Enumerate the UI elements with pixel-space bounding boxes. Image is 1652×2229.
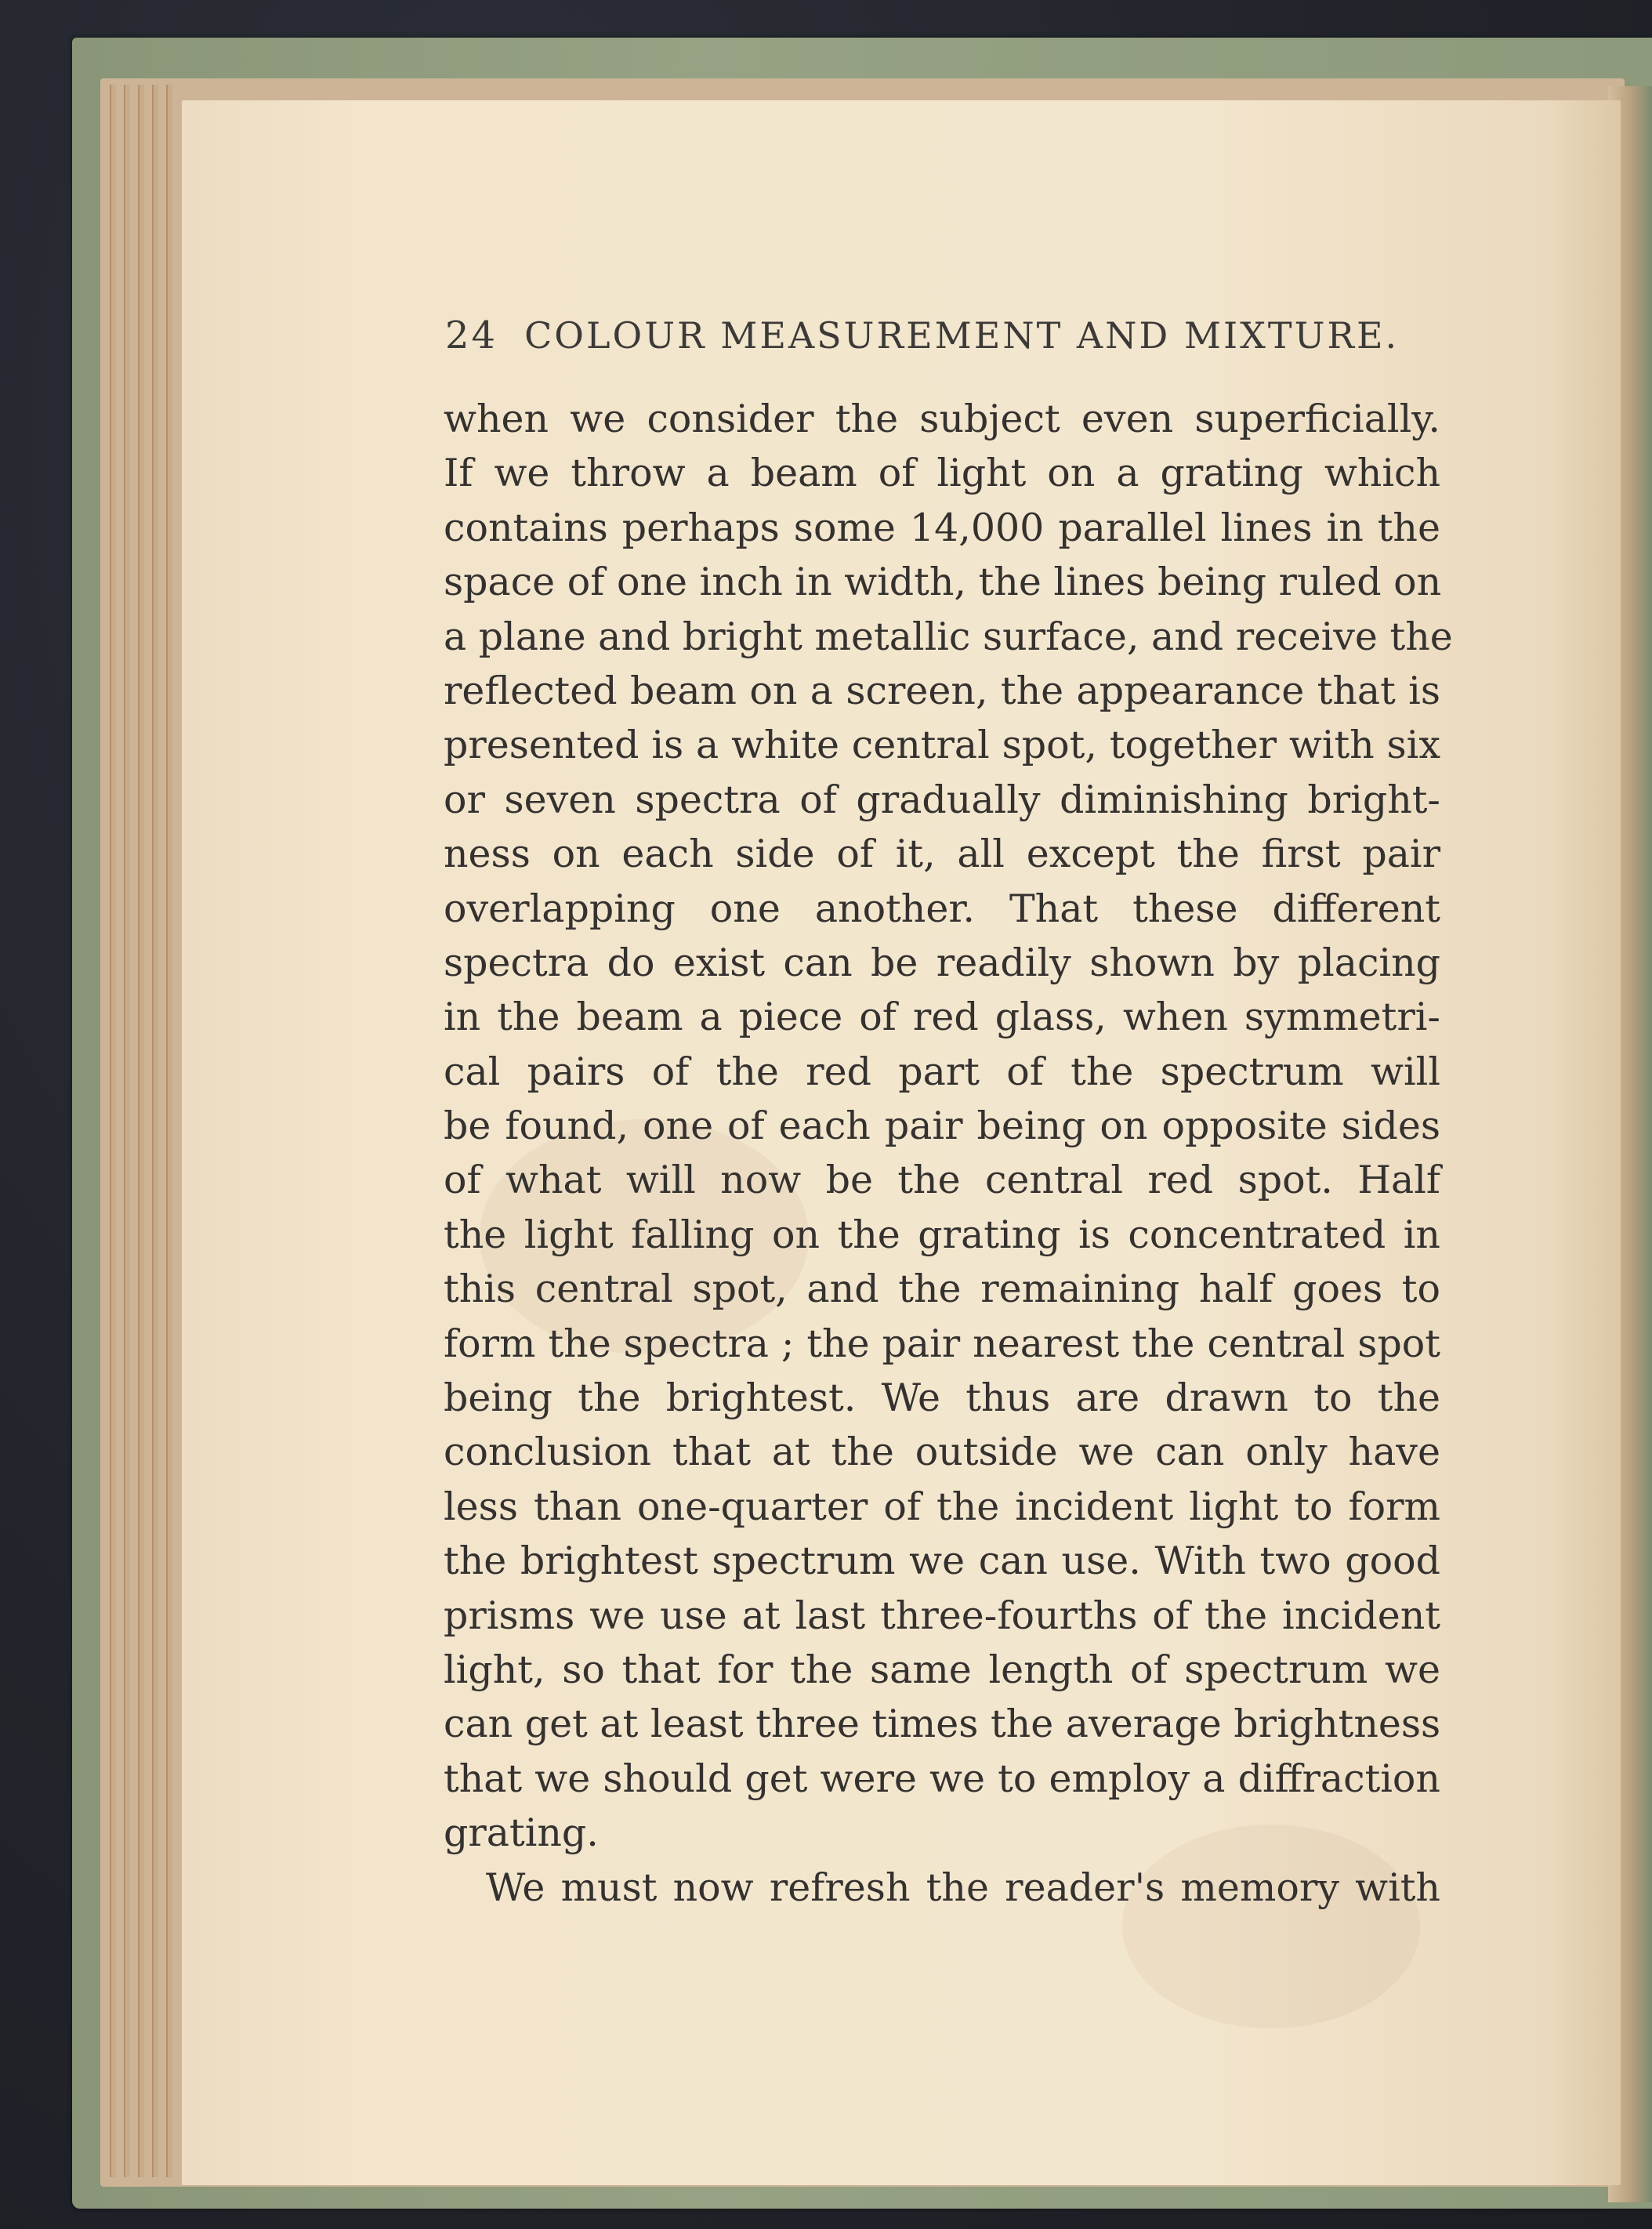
text-line: be found, one of each pair being on opposite sides	[444, 1104, 1440, 1149]
text-line: form the spectra ; the pair nearest the central spot	[444, 1321, 1440, 1366]
text-line: that we should get were we to employ a diffraction	[444, 1756, 1440, 1801]
page-edge	[110, 85, 116, 2177]
text-line: grating.	[444, 1810, 599, 1856]
body-text	[444, 392, 1453, 1915]
text-line: conclusion that at the outside we can only have	[444, 1430, 1440, 1475]
running-title: COLOUR MEASUREMENT AND MIXTURE.	[524, 314, 1400, 357]
page-edge	[138, 85, 144, 2177]
text-line: being the brightest. We thus are drawn to the	[444, 1375, 1440, 1421]
text-line: in the beam a piece of red glass, when symmetri-	[444, 995, 1440, 1040]
page-edge	[152, 85, 158, 2177]
text-line: ness on each side of it, all except the first pair	[444, 832, 1440, 877]
running-header	[445, 314, 1400, 368]
page-edge	[166, 85, 172, 2177]
page-edge	[124, 85, 130, 2177]
text-line: presented is a white central spot, together with six	[444, 723, 1440, 768]
text-line: spectra do exist can be readily shown by placing	[444, 940, 1440, 985]
page-number: 24	[445, 314, 498, 357]
text-line: a plane and bright metallic surface, and receive the	[444, 614, 1453, 659]
text-line: space of one inch in width, the lines being ruled on	[444, 560, 1442, 605]
text-line: contains perhaps some 14,000 parallel lines in the	[444, 505, 1440, 550]
text-line: light, so that for the same length of spectrum we	[444, 1647, 1440, 1692]
text-line: If we throw a beam of light on a grating which	[444, 451, 1440, 496]
text-line: the light falling on the grating is concentrated in	[444, 1212, 1440, 1257]
text-line: or seven spectra of gradually diminishing bright-	[444, 777, 1440, 822]
text-line: the brightest spectrum we can use. With two good	[444, 1539, 1440, 1584]
text-line: reflected beam on a screen, the appearance that is	[444, 668, 1440, 713]
text-line: cal pairs of the red part of the spectrum will	[444, 1049, 1440, 1094]
text-line: less than one-quarter of the incident light to form	[444, 1484, 1440, 1529]
text-line: overlapping one another. That these different	[444, 886, 1440, 931]
text-line: prisms we use at last three-fourths of the incident	[444, 1593, 1440, 1638]
text-line: this central spot, and the remaining half goes to	[444, 1267, 1440, 1312]
text-line: of what will now be the central red spot. Half	[444, 1158, 1440, 1203]
text-line: We must now refresh the reader's memory with	[486, 1865, 1440, 1910]
text-line: can get at least three times the average brightness	[444, 1702, 1441, 1747]
text-line: when we consider the subject even superficially.	[444, 397, 1440, 441]
